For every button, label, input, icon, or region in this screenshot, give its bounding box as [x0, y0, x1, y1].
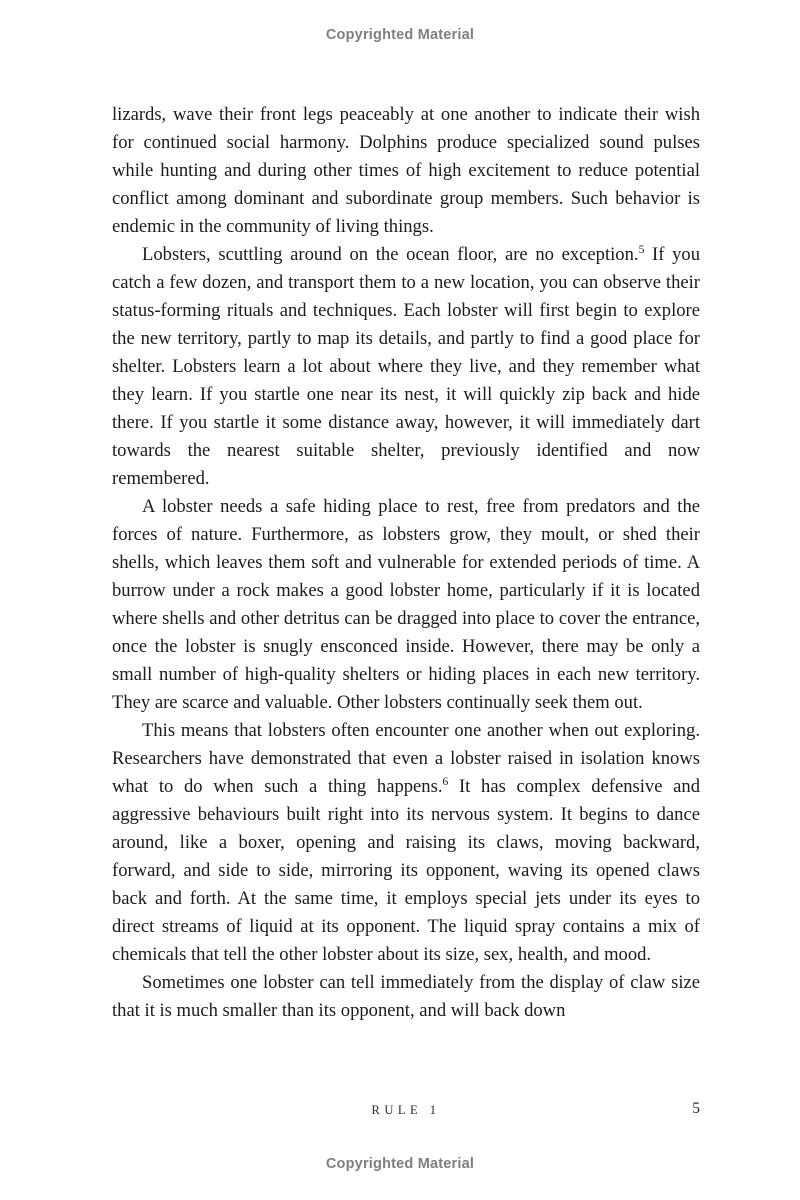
text-run: lizards, wave their front legs peaceably at one another to indicate their wish for continued social harmony. Dolphins produce specialized sound pulses while hunting and during other times of high excitement to reduce potential conflict among dominant and subordinate group members. Such behavior is endemic in the community of living things.	[112, 104, 700, 237]
page-body	[112, 101, 700, 1025]
footnote-ref: 5	[638, 243, 645, 256]
text-run: This means that lobsters often encounter one another when out exploring. Researchers have demonstrated that even a lobster raised in isolation knows what to do when such a thing happens.	[112, 720, 700, 797]
footnote-ref: 6	[442, 775, 449, 788]
text-run: It has complex defensive and aggressive behaviours built right into its nervous system. It begins to dance around, like a boxer, opening and raising its claws, moving backward, forward, and side to side, mirroring its opponent, waving its opened claws back and forth. At the same time, it employs special jets under its eyes to direct streams of liquid at its opponent. The liquid spray contains a mix of chemicals that tell the other lobster about its size, sex, health, and mood.	[112, 776, 701, 965]
page-footer	[112, 1100, 700, 1122]
paragraph	[112, 493, 700, 717]
text-run: A lobster needs a safe hiding place to rest, free from predators and the forces of nature. Furthermore, as lobsters grow, they moult, or shed their shells, which leaves them soft and vulnerable for extended periods of time. A burrow under a rock makes a good lobster home, particularly if it is located where shells and other detritus can be dragged into place to cover the entrance, once the lobster is snugly ensconced inside. However, there may be only a small number of high-quality shelters or hiding places in each new territory. They are scarce and valuable. Other lobsters continually seek them out.	[112, 496, 700, 713]
paragraph	[112, 241, 700, 493]
page-number: 5	[692, 1100, 700, 1117]
text-run: Sometimes one lobster can tell immediately from the display of claw size that it is much smaller than its opponent, and will back down	[112, 972, 700, 1021]
text-run: Lobsters, scuttling around on the ocean floor, are no exception.	[142, 244, 639, 265]
copyright-notice-bottom: Copyrighted Material	[325, 1156, 475, 1172]
text-run: If you catch a few dozen, and transport them to a new location, you can observe their status-forming rituals and techniques. Each lobster will first begin to explore the new territory, partly to map its details, and partly to find a good place for shelter. Lobsters learn a lot about where they live, and they remember what they learn. If you startle one near its nest, it will quickly zip back and hide there. If you startle it some distance away, however, it will immediately dart towards the nearest suitable shelter, previously identified and now remembered.	[112, 244, 700, 489]
running-head: RULE 1	[371, 1103, 441, 1117]
paragraph	[112, 717, 700, 969]
paragraph	[112, 101, 700, 241]
paragraph	[112, 969, 700, 1025]
copyright-notice-top: Copyrighted Material	[325, 27, 475, 43]
